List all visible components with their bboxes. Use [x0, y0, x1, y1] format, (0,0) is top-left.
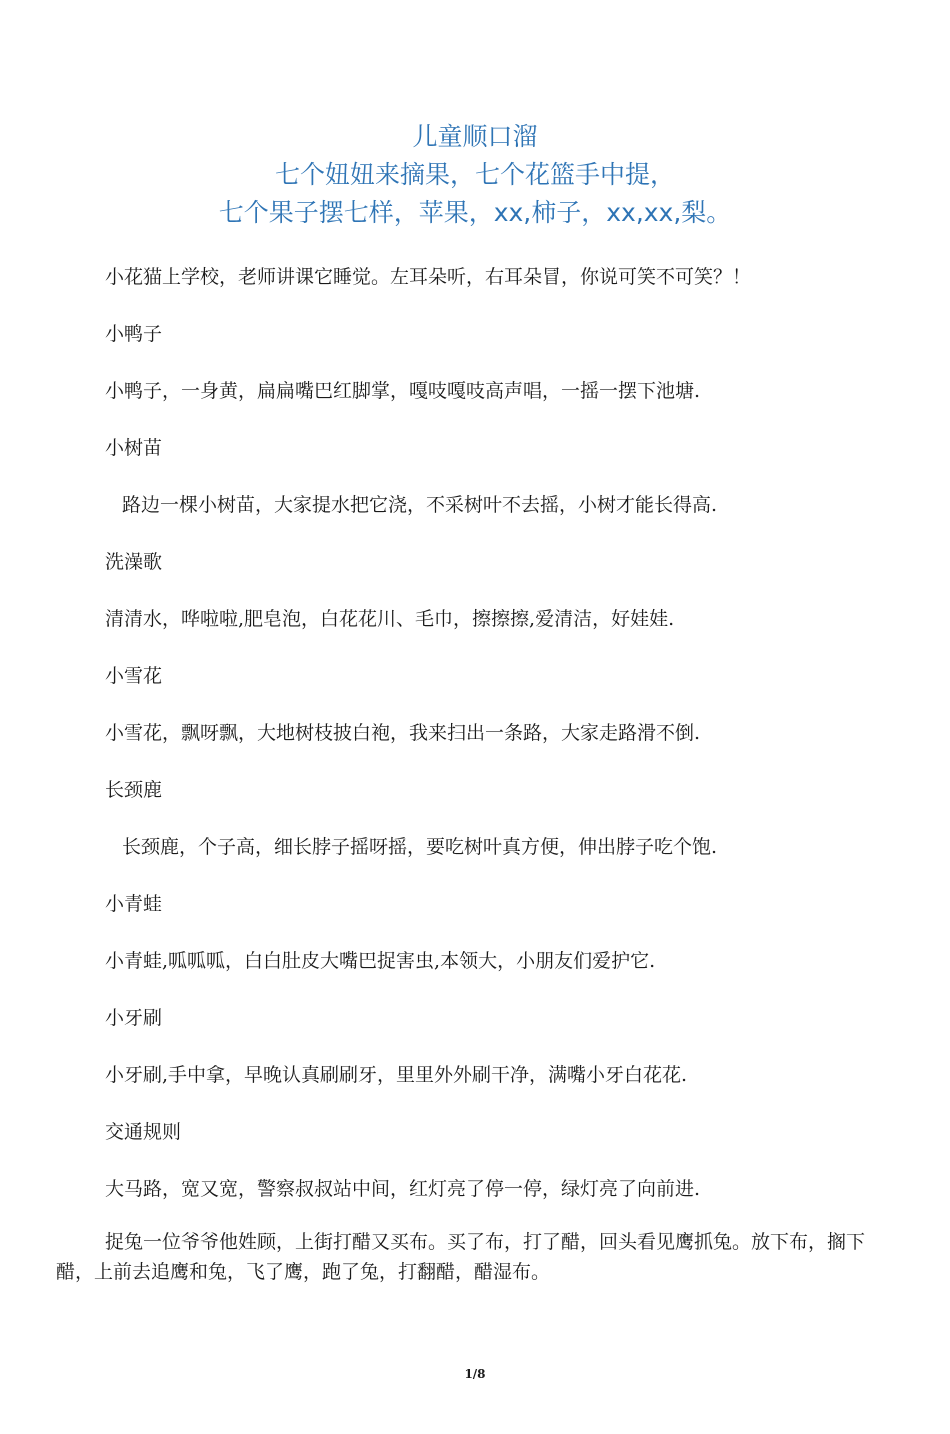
- title-line-2: 七个妞妞来摘果，七个花篮手中提，: [274, 160, 675, 189]
- paragraph-little-toothbrush: 小牙刷,手中拿，早晚认真刷刷牙，里里外外刷干净，满嘴小牙白花花.: [105, 1064, 688, 1086]
- paragraph-little-cat: 小花猫上学校，老师讲课它睡觉。左耳朵听，右耳朵冒，你说可笑不可笑？！: [105, 266, 752, 288]
- heading-little-duck: 小鸭子: [105, 323, 163, 345]
- document-title: [0, 118, 950, 232]
- paragraph-little-sapling: 路边一棵小树苗，大家提水把它浇，不采树叶不去摇，小树才能长得高.: [122, 494, 718, 516]
- title-line-1: 儿童顺口溜: [412, 122, 538, 151]
- heading-traffic-rules: 交通规则: [105, 1121, 182, 1143]
- paragraph-little-duck: 小鸭子，一身黄，扁扁嘴巴红脚掌，嘎吱嘎吱高声唱，一摇一摆下池塘.: [105, 380, 701, 402]
- heading-little-snowflake: 小雪花: [105, 665, 163, 687]
- document-body: [56, 258, 894, 1306]
- heading-giraffe: 长颈鹿: [105, 779, 163, 801]
- paragraph-little-frog: 小青蛙,呱呱呱，白白肚皮大嘴巴捉害虫,本领大，小朋友们爱护它.: [105, 950, 656, 972]
- paragraph-giraffe: 长颈鹿，个子高，细长脖子摇呀摇，要吃树叶真方便，伸出脖子吃个饱.: [122, 836, 718, 858]
- paragraph-catch-rabbit: 捉兔一位爷爷他姓顾，上街打醋又买布。买了布，打了醋，回头看见鹰抓兔。放下布，搁下醋，上前去追鹰和兔，飞了鹰，跑了兔，打翻醋，醋湿布。: [56, 1231, 866, 1283]
- heading-little-frog: 小青蛙: [105, 893, 163, 915]
- title-line-3: 七个果子摆七样，苹果，xx,柿子，xx,xx,梨。: [218, 198, 732, 227]
- heading-little-toothbrush: 小牙刷: [105, 1007, 163, 1029]
- paragraph-little-snowflake: 小雪花，飘呀飘，大地树枝披白袍，我来扫出一条路，大家走路滑不倒.: [105, 722, 701, 744]
- heading-bath-song: 洗澡歌: [105, 551, 163, 573]
- paragraph-traffic-rules: 大马路，宽又宽，警察叔叔站中间，红灯亮了停一停，绿灯亮了向前进.: [105, 1178, 701, 1200]
- paragraph-bath-song: 清清水，哗啦啦,肥皂泡，白花花川、毛巾，擦擦擦,爱清洁，好娃娃.: [105, 608, 675, 630]
- heading-little-sapling: 小树苗: [105, 437, 163, 459]
- page-number: 1/8: [464, 1367, 486, 1381]
